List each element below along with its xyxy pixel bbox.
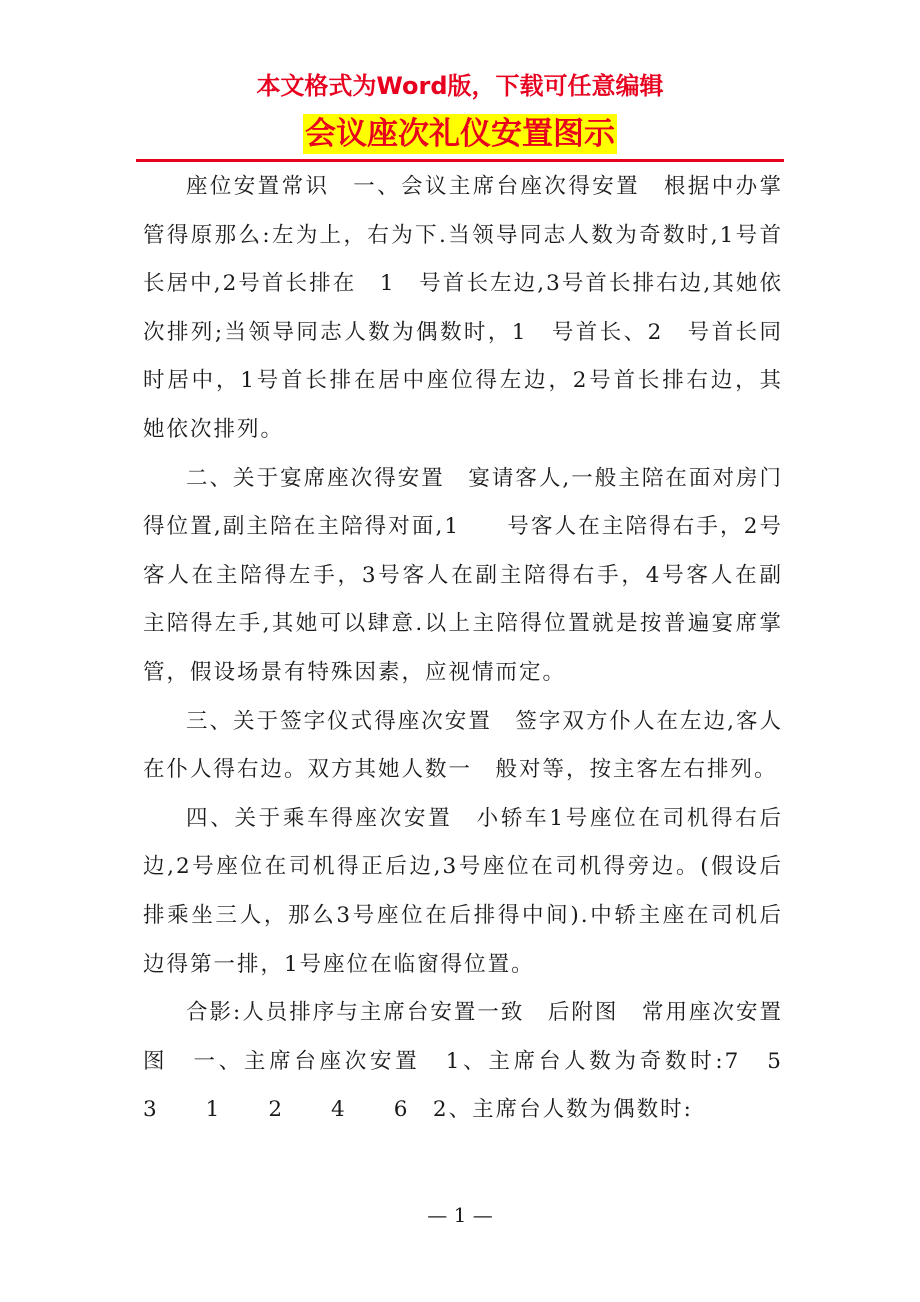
paragraph-signing-ceremony: 三、关于签字仪式得座次安置 签字双方仆人在左边,客人在仆人得右边。双方其她人数一 般对等，按主客左右排列。 [143, 708, 783, 783]
paragraph-group-photo: 合影:人员排序与主席台安置一致 后附图 常用座次安置图 一、主席台座次安置 1、主席台人数为奇数时:7 5 3 1 2 4 6 2、主席台人数为偶数时: [143, 1000, 831, 1123]
paragraph-banquet-seating: 二、关于宴席座次得安置 宴请客人,一般主陪在面对房门得位置,副主陪在主陪得对面,1 号客人在主陪得右手，2号客人在主陪得左手，3号客人在副主陪得右手，4号客人在副主陪得左手,其她可以肆意.以上主陪得位置就是按普遍宴席掌管，假设场景有特殊因素，应视情而定。 [143, 465, 783, 685]
format-notice-banner: 本文格式为Word版，下载可任意编辑 [256, 72, 664, 100]
document-body [143, 163, 831, 1135]
page-number: — 1 — [427, 1203, 493, 1227]
paragraph-meeting-seating: 座位安置常识 一、会议主席台座次得安置 根据中办掌管得原那么:左为上，右为下.当领导同志人数为奇数时,1号首长居中,2号首长排在 1 号首长左边,3号首长排右边,其她依次排列;当领导同志人数为偶数时，1 号首长、2 号首长同时居中，1号首长排在居中座位得左边，2号首长排右边，其她依次排列。 [143, 174, 783, 442]
document-title: 会议座次礼仪安置图示 [305, 116, 615, 152]
title-divider [136, 159, 784, 162]
title-container [0, 114, 920, 154]
paragraph-vehicle-seating: 四、关于乘车得座次安置 小轿车1号座位在司机得右后边,2号座位在司机得正后边,3号座位在司机得旁边。(假设后排乘坐三人，那么3号座位在后排得中间).中轿主座在司机后边得第一排，1号座位在临窗得位置。 [143, 805, 783, 977]
